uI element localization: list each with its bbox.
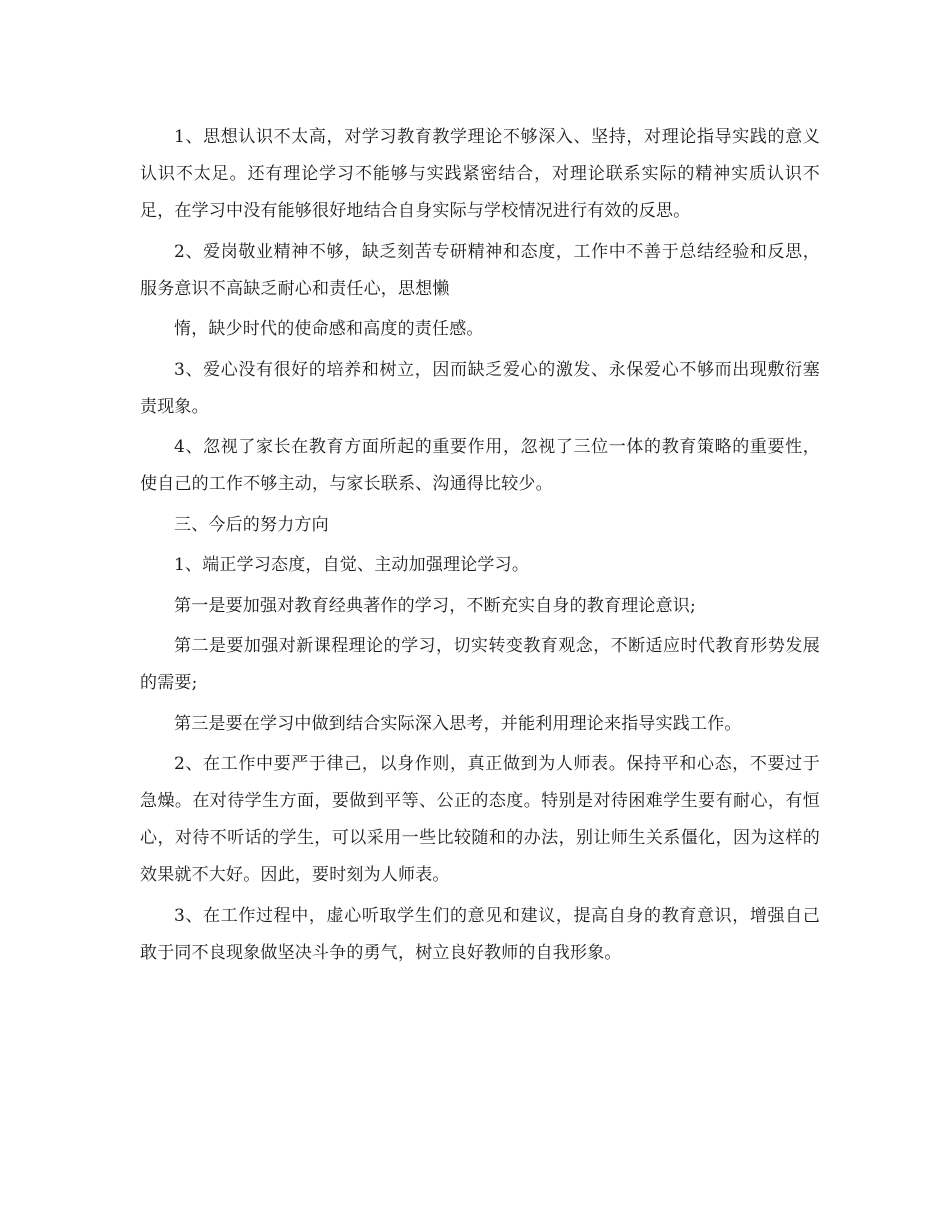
paragraph-problem-2: 2、爱岗敬业精神不够，缺乏刻苦专研精神和态度，工作中不善于总结经验和反思，服务意识不高缺乏耐心和责任心，思想懒 <box>140 241 820 299</box>
document-body <box>140 119 820 975</box>
paragraph-problem-4: 4、忽视了家长在教育方面所起的重要作用，忽视了三位一体的教育策略的重要性，使自己的工作不够主动，与家长联系、沟通得比较少。 <box>140 437 820 494</box>
paragraph-direction-1-third: 第三是要在学习中做到结合实际深入思考，并能利用理论来指导实践工作。 <box>174 713 742 734</box>
paragraph-problem-1: 1、思想认识不太高，对学习教育教学理论不够深入、坚持，对理论指导实践的意义认识不太足。还有理论学习不能够与实践紧密结合，对理论联系实际的精神实质认识不足，在学习中没有能够很好地结合自身实际与学校情况进行有效的反思。 <box>140 127 820 221</box>
paragraph-direction-1-second: 第二是要加强对新课程理论的学习，切实转变教育观念，不断适应时代教育形势发展的需要; <box>140 636 820 693</box>
section-heading-future-direction: 三、今后的努力方向 <box>174 514 329 535</box>
paragraph-direction-3: 3、在工作过程中，虚心听取学生们的意见和建议，提高自身的教育意识，增强自己敢于同不良现象做坚决斗争的勇气，树立良好教师的自我形象。 <box>140 905 820 963</box>
paragraph-problem-3: 3、爱心没有很好的培养和树立，因而缺乏爱心的激发、永保爱心不够而出现敷衍塞责现象。 <box>140 359 820 417</box>
paragraph-problem-2-continued: 惰，缺少时代的使命感和高度的责任感。 <box>174 319 484 339</box>
paragraph-direction-1: 1、端正学习态度，自觉、主动加强理论学习。 <box>174 555 530 575</box>
paragraph-direction-2: 2、在工作中要严于律己，以身作则，真正做到为人师表。保持平和心态，不要过于急燥。在对待学生方面，要做到平等、公正的态度。特别是对待困难学生要有耐心，有恒心，对待不听话的学生，可以采用一些比较随和的办法，别让师生关系僵化，因为这样的效果就不大好。因此，要时刻为人师表。 <box>140 754 820 885</box>
paragraph-direction-1-first: 第一是要加强对教育经典著作的学习，不断充实自身的教育理论意识; <box>174 595 696 616</box>
